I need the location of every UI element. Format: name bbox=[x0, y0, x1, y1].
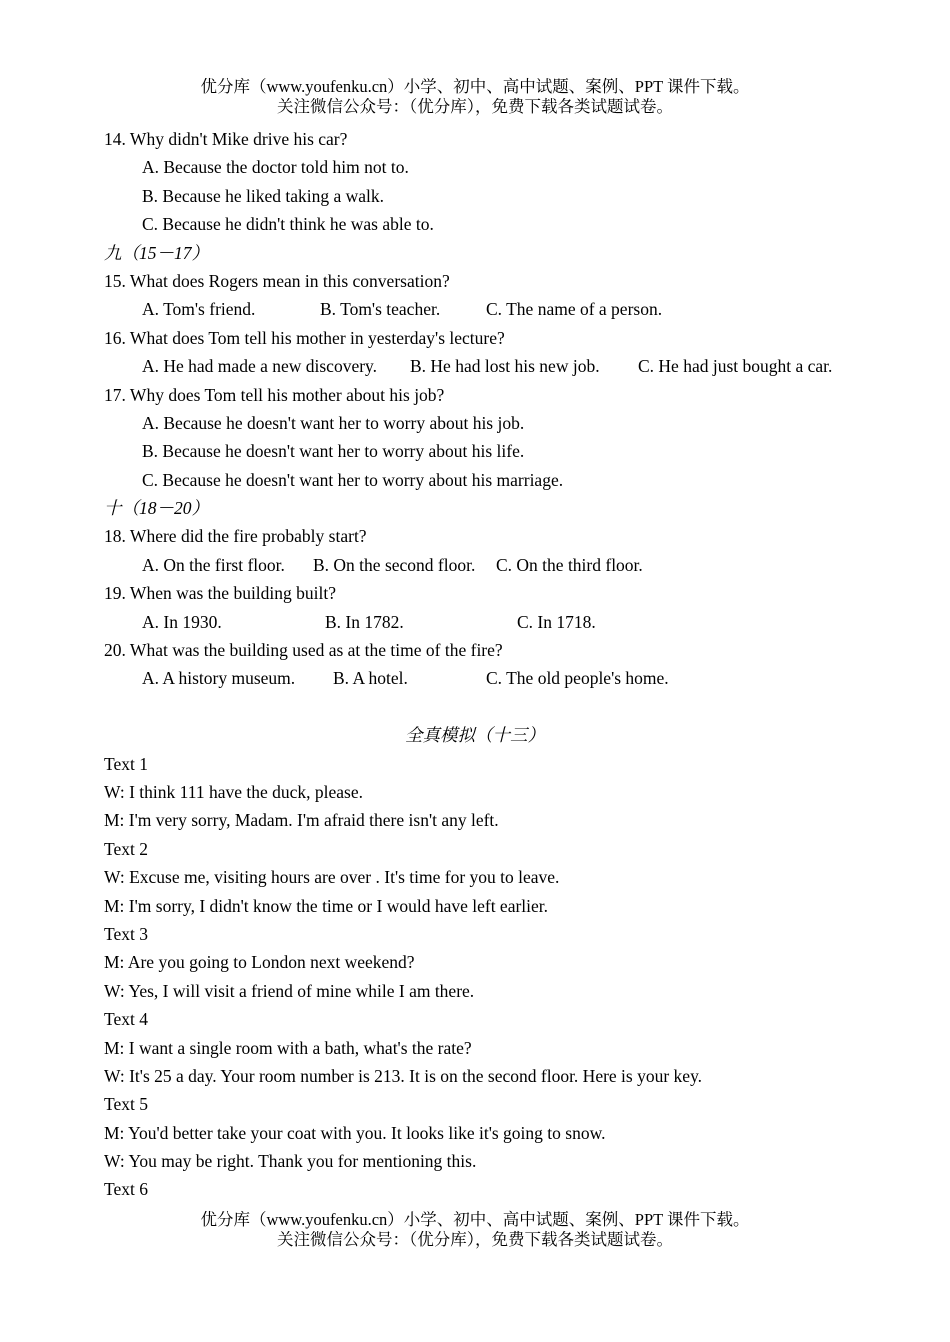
q20-option-a: A. A history museum. bbox=[142, 668, 296, 689]
question-20: 20. What was the building used as at the time of the fire? bbox=[104, 640, 503, 661]
text-4-label: Text 4 bbox=[104, 1009, 148, 1030]
q16-option-c: C. He had just bought a car. bbox=[638, 356, 833, 377]
q15-option-b: B. Tom's teacher. bbox=[320, 299, 441, 320]
text-2-woman: W: Excuse me, visiting hours are over . It's time for you to leave. bbox=[104, 867, 560, 888]
q14-option-a: A. Because the doctor told him not to. bbox=[142, 157, 409, 178]
section-10-heading: 十（18－20） bbox=[104, 498, 209, 519]
q17-option-b: B. Because he doesn't want her to worry about his life. bbox=[142, 441, 525, 462]
footer-line-1: 优分库（www.youfenku.cn）小学、初中、高中试题、案例、PPT 课件下载。 bbox=[200, 1210, 750, 1229]
question-14: 14. Why didn't Mike drive his car? bbox=[104, 129, 348, 149]
text-5-label: Text 5 bbox=[104, 1094, 148, 1115]
q19-option-b: B. In 1782. bbox=[325, 611, 404, 632]
q14-option-b: B. Because he liked taking a walk. bbox=[142, 185, 385, 206]
text-3-man: M: Are you going to London next weekend? bbox=[104, 952, 415, 973]
text-1-woman: W: I think 111 have the duck, please. bbox=[104, 781, 364, 802]
q20-options bbox=[0, 664, 950, 692]
q16-option-a: A. He had made a new discovery. bbox=[142, 356, 378, 377]
text-4-man: M: I want a single room with a bath, what's the rate? bbox=[104, 1037, 472, 1058]
q18-option-c: C. On the third floor. bbox=[496, 554, 643, 575]
q19-option-c: C. In 1718. bbox=[517, 611, 596, 632]
page-header bbox=[0, 77, 950, 117]
question-15: 15. What does Rogers mean in this conversation? bbox=[104, 270, 450, 291]
text-3-label: Text 3 bbox=[104, 923, 148, 944]
q16-option-b: B. He had lost his new job. bbox=[410, 356, 600, 377]
q15-option-c: C. The name of a person. bbox=[486, 299, 663, 320]
footer-line-2: 关注微信公众号：（优分库），免费下载各类试题试卷。 bbox=[277, 1230, 673, 1249]
spacer bbox=[0, 693, 950, 721]
q19-option-a: A. In 1930. bbox=[142, 611, 222, 632]
question-19: 19. When was the building built? bbox=[104, 583, 337, 604]
q19-options bbox=[0, 608, 950, 636]
text-3-woman: W: Yes, I will visit a friend of mine while I am there. bbox=[104, 980, 475, 1001]
question-18: 18. Where did the fire probably start? bbox=[104, 526, 367, 547]
text-1-man: M: I'm very sorry, Madam. I'm afraid there isn't any left. bbox=[104, 810, 499, 831]
q15-option-a: A. Tom's friend. bbox=[142, 299, 256, 320]
text-4-woman: W: It's 25 a day. Your room number is 213. It is on the second floor. Here is your key. bbox=[104, 1065, 703, 1086]
q18-option-a: A. On the first floor. bbox=[142, 554, 285, 575]
header-line-1: 优分库（www.youfenku.cn）小学、初中、高中试题、案例、PPT 课件下载。 bbox=[200, 77, 750, 96]
q17-option-c: C. Because he doesn't want her to worry about his marriage. bbox=[142, 469, 564, 490]
q14-option-c: C. Because he didn't think he was able to. bbox=[142, 214, 434, 235]
text-2-label: Text 2 bbox=[104, 838, 148, 859]
text-5-man: M: You'd better take your coat with you. It looks like it's going to snow. bbox=[104, 1122, 606, 1143]
q17-option-a: A. Because he doesn't want her to worry about his job. bbox=[142, 412, 525, 433]
q18-option-b: B. On the second floor. bbox=[313, 554, 476, 575]
transcript-title: 全真模拟（十三） bbox=[405, 725, 545, 746]
section-9-heading: 九（15－17） bbox=[104, 242, 209, 263]
question-17: 17. Why does Tom tell his mother about his job? bbox=[104, 384, 445, 405]
text-5-woman: W: You may be right. Thank you for mentioning this. bbox=[104, 1151, 477, 1172]
q16-options bbox=[0, 352, 950, 380]
question-16: 16. What does Tom tell his mother in yesterday's lecture? bbox=[104, 327, 505, 348]
q15-options bbox=[0, 295, 950, 323]
text-1-label: Text 1 bbox=[104, 753, 148, 774]
q20-option-c: C. The old people's home. bbox=[486, 668, 669, 689]
text-2-man: M: I'm sorry, I didn't know the time or I would have left earlier. bbox=[104, 895, 549, 916]
page-footer bbox=[0, 1210, 950, 1250]
q18-options bbox=[0, 551, 950, 579]
text-6-label: Text 6 bbox=[104, 1179, 148, 1200]
header-line-2: 关注微信公众号：（优分库），免费下载各类试题试卷。 bbox=[277, 97, 673, 116]
q20-option-b: B. A hotel. bbox=[333, 668, 408, 689]
document-body bbox=[0, 125, 950, 1204]
